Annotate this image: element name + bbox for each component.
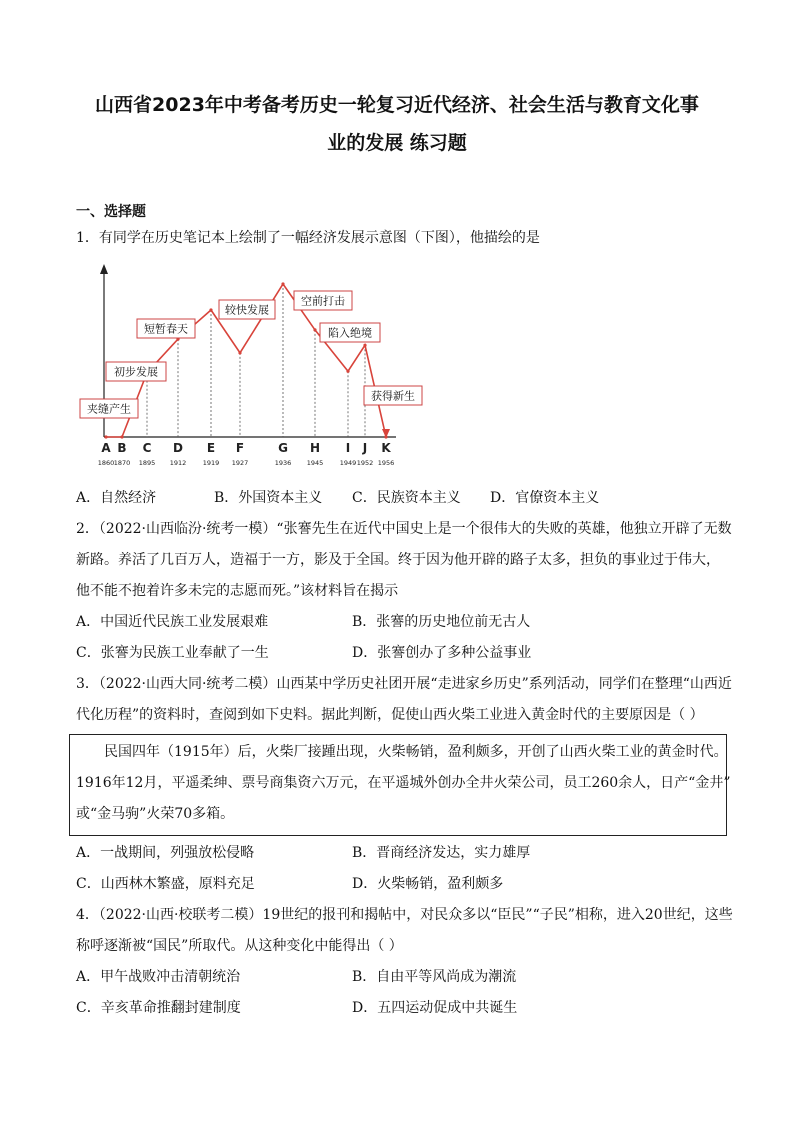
q2-option-b[interactable]: B．张謇的历史地位前无古人 (352, 614, 531, 630)
q4-stem-line-2: 称呼逐渐被“国民”所取代。从这种变化中能得出（ ） (76, 938, 403, 954)
section-heading: 一、选择题 (76, 204, 146, 220)
axis-letter-g: G (278, 441, 288, 455)
axis-year-1895: 1895 (138, 459, 156, 467)
q4-option-a[interactable]: A．甲午战败冲击清朝统治 (76, 969, 241, 985)
economy-development-chart (76, 262, 415, 472)
q2-option-a[interactable]: A．中国近代民族工业发展艰难 (76, 614, 269, 630)
q3-option-c[interactable]: C．山西林木繁盛，原料充足 (76, 876, 255, 892)
document-title-line-1: 山西省2023年中考备考历史一轮复习近代经济、社会生活与教育文化事 (95, 94, 699, 116)
q1-stem: 1．有同学在历史笔记本上绘制了一幅经济发展示意图（下图），他描绘的是 (76, 230, 540, 246)
q3-stem-line-1: 3．（2022·山西大同·统考二模）山西某中学历史社团开展“走进家乡历史”系列活动，同学们在整理“山西近 (76, 676, 732, 692)
point-b (120, 435, 123, 438)
q2-stem-line-3: 他不能不抱着许多未完的志愿而死。”该材料旨在揭示 (76, 583, 399, 599)
q3-option-b[interactable]: B．晋商经济发达，实力雄厚 (352, 845, 531, 861)
q1-option-c[interactable]: C．民族资本主义 (352, 490, 461, 506)
axis-year-1870: 1870 (113, 459, 131, 467)
stage-label-2: 初步发展 (114, 365, 158, 379)
point-k (384, 435, 387, 438)
document-title-line-2: 业的发展 练习题 (327, 132, 467, 154)
q2-option-d[interactable]: D．张謇创办了多种公益事业 (352, 645, 532, 661)
axis-year-1919: 1919 (202, 459, 220, 467)
q1-option-a[interactable]: A．自然经济 (76, 490, 157, 506)
y-axis-arrow (100, 264, 108, 274)
axis-letter-c: C (142, 441, 152, 455)
q3-stem-line-2: 代化历程”的资料时，查阅到如下史料。据此判断，促使山西火柴工业进入黄金时代的主要原因是（ ） (76, 707, 704, 723)
axis-letter-d: D (173, 441, 183, 455)
stage-label-3: 短暂春天 (144, 322, 188, 336)
point-a (104, 435, 107, 438)
source-material-line-1: 民国四年（1915年）后，火柴厂接踵出现，火柴畅销，盈利颇多，开创了山西火柴工业的黄金时代。 (104, 744, 728, 760)
axis-year-1860: 1860 (97, 459, 115, 467)
stage-label-5: 空前打击 (301, 294, 345, 308)
axis-letter-h: H (309, 441, 321, 455)
q4-option-b[interactable]: B．自由平等风尚成为潮流 (352, 969, 517, 985)
stage-label-4: 较快发展 (225, 303, 269, 317)
source-material-line-3: 或“金马驹”火荣70多箱。 (76, 806, 235, 822)
point-g (281, 282, 284, 285)
q4-option-c[interactable]: C．辛亥革命推翻封建制度 (76, 1000, 241, 1016)
q4-stem-line-1: 4．（2022·山西·校联考二模）19世纪的报刊和揭帖中，对民众多以“臣民”“子民”相称，进入20世纪，这些 (76, 907, 733, 923)
stage-label-7: 获得新生 (371, 389, 415, 403)
q4-option-d[interactable]: D．五四运动促成中共诞生 (352, 1000, 518, 1016)
axis-letter-e: E (206, 441, 216, 455)
axis-letter-a: A (101, 441, 111, 455)
axis-year-1936: 1936 (274, 459, 292, 467)
axis-year-1956: 1956 (377, 459, 395, 467)
axis-year-1949: 1949 (339, 459, 357, 467)
point-f (238, 351, 241, 354)
source-material-line-2: 1916年12月，平遥柔绅、票号商集资六万元，在平遥城外创办全井火荣公司，员工260余人，日产“金井” (76, 775, 731, 791)
q1-option-b[interactable]: B．外国资本主义 (214, 490, 323, 506)
axis-year-1945: 1945 (306, 459, 324, 467)
q3-option-d[interactable]: D．火柴畅销，盈利颇多 (352, 876, 504, 892)
q2-stem-line-2: 新路。养活了几百万人，造福于一方，影及于全国。终于因为他开辟的路子太多，担负的事业过于伟大， (76, 552, 720, 568)
point-h (313, 328, 316, 331)
axis-year-1927: 1927 (231, 459, 249, 467)
axis-year-1912: 1912 (169, 459, 187, 467)
point-e (209, 308, 212, 311)
point-i (346, 370, 349, 373)
q2-stem-line-1: 2．（2022·山西临汾·统考一模）“张謇先生在近代中国史上是一个很伟大的失败的英雄，他独立开辟了无数 (76, 521, 732, 537)
q1-option-d[interactable]: D．官僚资本主义 (490, 490, 600, 506)
stage-label-1: 夹缝产生 (87, 402, 131, 416)
axis-letter-j: J (362, 441, 368, 455)
axis-year-1952: 1952 (356, 459, 374, 467)
q2-option-c[interactable]: C．张謇为民族工业奉献了一生 (76, 645, 269, 661)
point-j (363, 344, 366, 347)
axis-letter-f: F (235, 441, 245, 455)
stage-label-6: 陷入绝境 (328, 326, 372, 340)
axis-letter-i: I (345, 441, 351, 455)
axis-letter-b: B (117, 441, 127, 455)
axis-letter-k: K (381, 441, 391, 455)
q3-option-a[interactable]: A．一战期间，列强放松侵略 (76, 845, 255, 861)
